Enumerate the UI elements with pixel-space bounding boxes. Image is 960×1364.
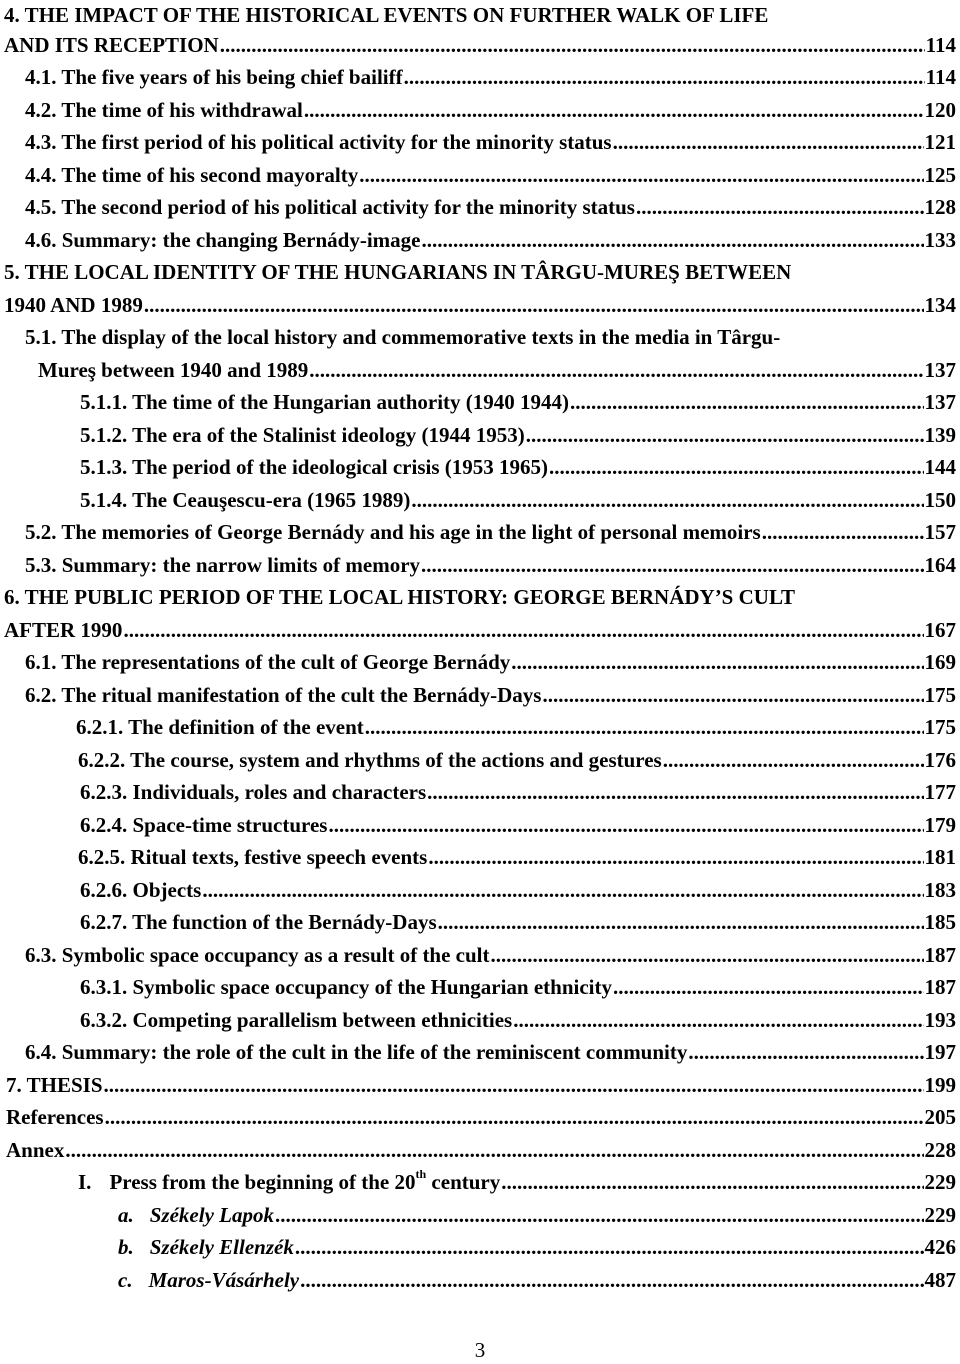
dot-leader xyxy=(428,842,923,872)
dot-leader xyxy=(438,907,924,937)
toc-entry xyxy=(25,225,956,255)
dot-leader xyxy=(501,1167,923,1197)
dot-leader xyxy=(411,485,923,515)
toc-page-number: 133 xyxy=(924,228,956,252)
toc-entry-title: 6.2.7. The function of the Bernády-Days xyxy=(80,910,437,934)
toc-page-number: 199 xyxy=(924,1073,956,1097)
dot-leader xyxy=(304,95,924,125)
toc-entry xyxy=(4,30,956,60)
toc-entry xyxy=(76,712,956,742)
dot-leader xyxy=(511,647,923,677)
toc-page-number: 229 xyxy=(924,1170,956,1194)
annex-item-title: Székely Lapok xyxy=(149,1203,274,1227)
dot-leader xyxy=(275,1200,924,1230)
toc-page-number: 193 xyxy=(924,1008,956,1032)
toc-entry xyxy=(4,257,791,287)
toc-entry xyxy=(4,0,768,30)
toc-page-number: 229 xyxy=(924,1203,956,1227)
toc-entry-title: 5.3. Summary: the narrow limits of memory xyxy=(25,553,421,577)
toc-entry xyxy=(4,615,956,645)
toc-page-number: 205 xyxy=(924,1105,956,1129)
toc-entry xyxy=(6,1135,956,1165)
dot-leader xyxy=(65,1135,923,1165)
toc-entry-annex-item xyxy=(118,1265,956,1295)
toc-entry xyxy=(25,192,956,222)
toc-entry xyxy=(80,1005,956,1035)
toc-entry xyxy=(25,647,956,677)
toc-entry xyxy=(25,95,956,125)
toc-entry xyxy=(25,127,956,157)
toc-entry xyxy=(25,550,956,580)
toc-page-number: 139 xyxy=(924,423,956,447)
toc-page-number: 179 xyxy=(924,813,956,837)
toc-page-number: 125 xyxy=(924,163,956,187)
dot-leader xyxy=(513,1005,923,1035)
toc-entry-title: 5.2. The memories of George Bernády and his age in the light of personal memoirs xyxy=(25,520,761,544)
toc-page-number: 137 xyxy=(924,358,956,382)
toc-page-number: 114 xyxy=(925,65,956,89)
toc-page-number: 197 xyxy=(924,1040,956,1064)
toc-page-number: 176 xyxy=(924,748,956,772)
toc-entry-annex-item xyxy=(118,1200,956,1230)
page-number: 3 xyxy=(474,1338,486,1362)
toc-entry-title: 5.1.4. The Ceauşescu-era (1965 1989) xyxy=(80,488,411,512)
toc-page-number: 164 xyxy=(924,553,956,577)
toc-page-number: 167 xyxy=(924,618,956,642)
toc-entry-title: AFTER 1990 xyxy=(4,618,123,642)
toc-entry-title: 7. THESIS xyxy=(6,1073,103,1097)
toc-entry-title: 4.2. The time of his withdrawal xyxy=(25,98,303,122)
toc-entry xyxy=(80,972,956,1002)
toc-page-number: 177 xyxy=(924,780,956,804)
toc-entry xyxy=(25,940,956,970)
dot-leader xyxy=(663,745,924,775)
dot-leader xyxy=(549,452,924,482)
toc-page-number: 181 xyxy=(924,845,956,869)
toc-page-number: 487 xyxy=(924,1268,956,1292)
toc-entry-title: 6. THE PUBLIC PERIOD OF THE LOCAL HISTORY: GEORGE BERNÁDY’S CULT xyxy=(4,585,796,609)
toc-entry xyxy=(80,875,956,905)
toc-page-number: 169 xyxy=(924,650,956,674)
toc-page-number: 228 xyxy=(924,1138,956,1162)
toc-page-number: 120 xyxy=(924,98,956,122)
toc-page-number: 183 xyxy=(924,878,956,902)
toc-entry-title: 5.1. The display of the local history and commemorative texts in the media in Târgu- xyxy=(25,325,781,349)
toc-entry-title: 6.2.5. Ritual texts, festive speech events xyxy=(78,845,428,869)
toc-entry-title: 4.3. The first period of his political activity for the minority status xyxy=(25,130,612,154)
toc-page-number: 157 xyxy=(924,520,956,544)
toc-entry xyxy=(78,745,956,775)
toc-entry xyxy=(4,582,795,612)
toc-entry xyxy=(4,290,956,320)
toc-entry-title: 6.1. The representations of the cult of George Bernády xyxy=(25,650,511,674)
annex-item-label: b. xyxy=(118,1235,134,1259)
toc-entry-annex-item xyxy=(118,1232,956,1262)
dot-leader xyxy=(300,1265,923,1295)
dot-leader xyxy=(220,30,925,60)
toc-entry-title: 4.6. Summary: the changing Bernády-image xyxy=(25,228,421,252)
toc-entry xyxy=(38,355,956,385)
annex-item-label: c. xyxy=(118,1268,133,1292)
toc-entry xyxy=(80,485,956,515)
toc-page-number: 134 xyxy=(924,293,956,317)
toc-page-number: 175 xyxy=(924,715,956,739)
toc-entry-title: 6.3.1. Symbolic space occupancy of the Hungarian ethnicity xyxy=(80,975,613,999)
toc-entry xyxy=(25,517,956,547)
toc-page-number: 114 xyxy=(925,33,956,57)
annex-item-title: Székely Ellenzék xyxy=(149,1235,294,1259)
toc-entry-title: AND ITS RECEPTION xyxy=(4,33,219,57)
toc-entry xyxy=(80,387,956,417)
dot-leader xyxy=(404,62,925,92)
toc-page-number: 144 xyxy=(924,455,956,479)
annex-item-label: a. xyxy=(118,1203,134,1227)
toc-entry-title: Mureş between 1940 and 1989 xyxy=(38,358,309,382)
toc-entry-title: 4. THE IMPACT OF THE HISTORICAL EVENTS ON FURTHER WALK OF LIFE xyxy=(4,3,769,27)
dot-leader xyxy=(762,517,924,547)
dot-leader xyxy=(309,355,923,385)
dot-leader xyxy=(422,225,924,255)
dot-leader xyxy=(570,387,923,417)
dot-leader xyxy=(542,680,923,710)
dot-leader xyxy=(491,940,924,970)
toc-page-number: 187 xyxy=(924,975,956,999)
dot-leader xyxy=(688,1037,923,1067)
toc-entry xyxy=(80,777,956,807)
dot-leader xyxy=(613,127,924,157)
toc-entry-title: 4.5. The second period of his political activity for the minority status xyxy=(25,195,635,219)
toc-entry-title: 4.4. The time of his second mayoralty xyxy=(25,163,359,187)
dot-leader xyxy=(295,1232,924,1262)
toc-entry-title: 6.2.4. Space-time structures xyxy=(80,813,328,837)
dot-leader xyxy=(104,1070,924,1100)
dot-leader xyxy=(526,420,924,450)
annex-label: I. xyxy=(78,1170,92,1194)
toc-page-number: 187 xyxy=(924,943,956,967)
toc-entry-title: 6.4. Summary: the role of the cult in the life of the reminiscent community xyxy=(25,1040,688,1064)
toc-entry xyxy=(80,452,956,482)
dot-leader xyxy=(202,875,923,905)
toc-entry-title: 5.1.1. The time of the Hungarian authority (1940 1944) xyxy=(80,390,570,414)
toc-entry-title: 5. THE LOCAL IDENTITY OF THE HUNGARIANS IN TÂRGU-MUREŞ BETWEEN xyxy=(4,260,792,284)
toc-page-number: 185 xyxy=(924,910,956,934)
dot-leader xyxy=(427,777,923,807)
dot-leader xyxy=(421,550,923,580)
toc-entry xyxy=(25,1037,956,1067)
dot-leader xyxy=(144,290,924,320)
toc-page-number: 137 xyxy=(924,390,956,414)
toc-entry xyxy=(25,680,956,710)
toc-entry xyxy=(25,322,780,352)
toc-entry-title: 5.1.3. The period of the ideological crisis (1953 1965) xyxy=(80,455,548,479)
dot-leader xyxy=(613,972,923,1002)
dot-leader xyxy=(328,810,923,840)
dot-leader xyxy=(365,712,924,742)
toc-entry xyxy=(25,160,956,190)
toc-entry-title: 6.2.3. Individuals, roles and characters xyxy=(80,780,427,804)
dot-leader xyxy=(105,1102,924,1132)
toc-entry-title: References xyxy=(6,1105,104,1129)
toc-entry xyxy=(80,420,956,450)
toc-entry-title: 6.3.2. Competing parallelism between ethnicities xyxy=(80,1008,513,1032)
toc-entry-title: 6.2.2. The course, system and rhythms of the actions and gestures xyxy=(78,748,662,772)
toc-entry xyxy=(80,907,956,937)
toc-entry-title: 6.3. Symbolic space occupancy as a result of the cult xyxy=(25,943,490,967)
toc-page-number: 128 xyxy=(924,195,956,219)
toc-entry-title: Annex xyxy=(6,1138,65,1162)
toc-entry-title: 4.1. The five years of his being chief bailiff xyxy=(25,65,403,89)
toc-entry-annex-press xyxy=(78,1167,956,1197)
toc-entry xyxy=(6,1070,956,1100)
toc-entry-title: 6.2.1. The definition of the event xyxy=(76,715,364,739)
toc-page-number: 426 xyxy=(924,1235,956,1259)
dot-leader xyxy=(123,615,923,645)
annex-item-title: Maros-Vásárhely xyxy=(148,1268,300,1292)
dot-leader xyxy=(359,160,923,190)
toc-page-number: 175 xyxy=(924,683,956,707)
toc-page-number: 121 xyxy=(924,130,956,154)
toc-entry xyxy=(78,842,956,872)
toc-entry xyxy=(25,62,956,92)
toc-entry-title: 5.1.2. The era of the Stalinist ideology (1944 1953) xyxy=(80,423,525,447)
toc-entry xyxy=(6,1102,956,1132)
toc-page-number: 150 xyxy=(924,488,956,512)
annex-press-title: Press from the beginning of the 20th century xyxy=(109,1167,501,1194)
toc-entry xyxy=(80,810,956,840)
toc-entry-title: 6.2. The ritual manifestation of the cult the Bernády-Days xyxy=(25,683,542,707)
dot-leader xyxy=(636,192,924,222)
toc-entry-title: 6.2.6. Objects xyxy=(80,878,202,902)
toc-entry-title: 1940 AND 1989 xyxy=(4,293,143,317)
